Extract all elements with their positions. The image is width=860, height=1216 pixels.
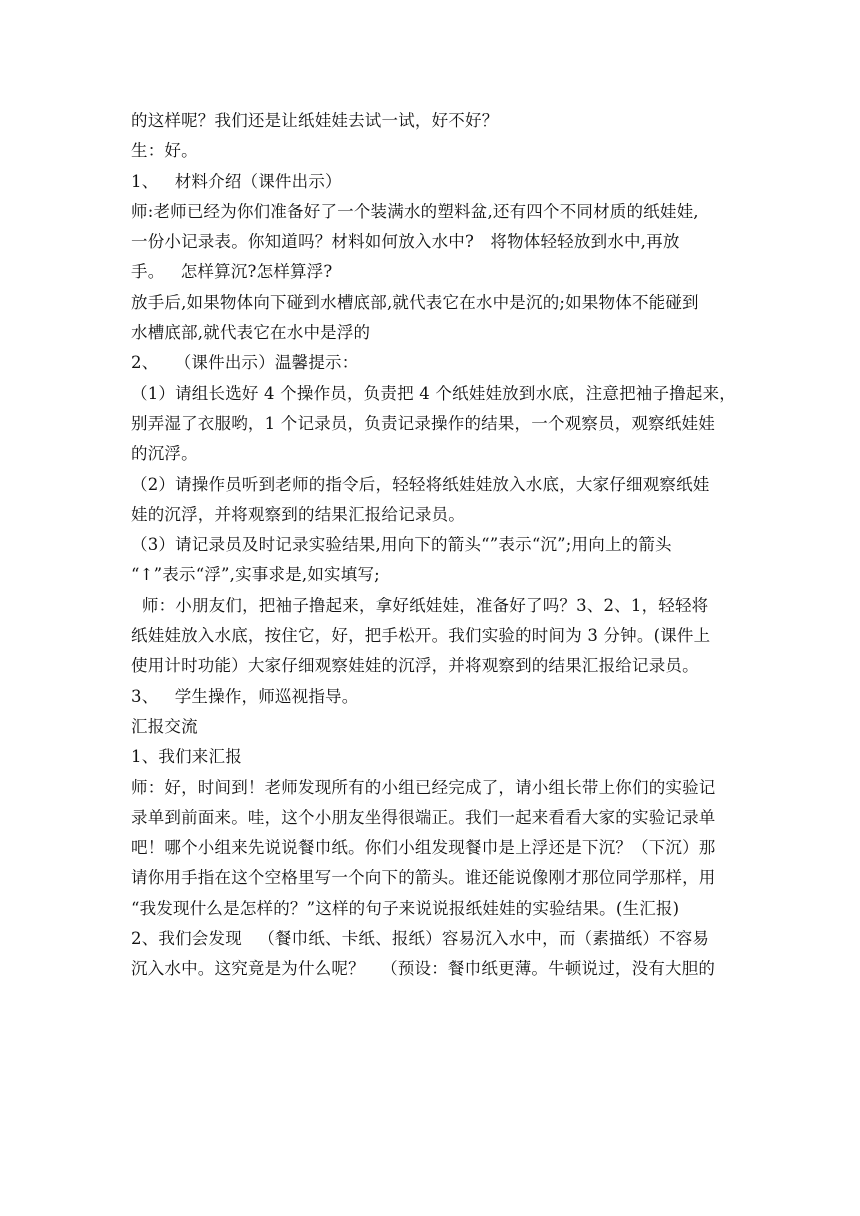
text-line: 水槽底部,就代表它在水中是浮的 (131, 323, 371, 343)
text-line: （3）请记录员及时记录实验结果,用向下的箭头“”表示“沉”;用向上的箭头 (131, 535, 672, 555)
text-line: 师：小朋友们，把袖子撸起来，拿好纸娃娃，准备好了吗？3、2、1，轻轻将 (131, 595, 709, 615)
text-line: 纸娃娃放入水底，按住它，好，把手松开。我们实验的时间为 3 分钟。(课件上 (131, 626, 711, 646)
section-heading-operation: 3、 学生操作，师巡视指导。 (131, 686, 359, 706)
text-line: 手。 怎样算沉?怎样算浮? (131, 262, 333, 282)
text-line: 师：好，时间到！老师发现所有的小组已经完成了，请小组长带上你们的实验记 (131, 777, 716, 797)
text-line: “↑”表示“浮”,实事求是,如实填写; (131, 565, 380, 585)
text-line: 的沉浮。 (131, 444, 198, 464)
text-line: 放手后,如果物体向下碰到水槽底部,就代表它在水中是沉的;如果物体不能碰到 (131, 292, 699, 312)
section-heading-report: 汇报交流 (131, 716, 198, 736)
text-line: 别弄湿了衣服哟，1 个记录员，负责记录操作的结果，一个观察员，观察纸娃娃 (131, 413, 715, 433)
text-line: 的这样呢？我们还是让纸娃娃去试一试，好不好？ (131, 111, 499, 130)
text-line: （1）请组长选好 4 个操作员，负责把 4 个纸娃娃放到水底，注意把袖子撸起来， (131, 383, 736, 403)
text-line: 吧！哪个小组来先说说餐巾纸。你们小组发现餐巾是上浮还是下沉？（下沉）那 (131, 838, 716, 858)
text-line: 师:老师已经为你们准备好了一个装满水的塑料盆,还有四个不同材质的纸娃娃, (131, 201, 699, 221)
text-line: 录单到前面来。哇，这个小朋友坐得很端正。我们一起来看看大家的实验记录单 (131, 807, 716, 827)
text-line: （2）请操作员听到老师的指令后，轻轻将纸娃娃放入水底，大家仔细观察纸娃 (131, 474, 710, 494)
text-line: “我发现什么是怎样的？”这样的句子来说说报纸娃娃的实验结果。(生汇报) (131, 898, 680, 918)
document-body (131, 106, 736, 985)
text-line: 沉入水中。这究竟是为什么呢？ （预设：餐巾纸更薄。牛顿说过，没有大胆的 (131, 959, 716, 979)
text-line: 2、我们会发现 （餐巾纸、卡纸、报纸）容易沉入水中，而（素描纸）不容易 (131, 929, 710, 949)
text-line: 一份小记录表。你知道吗？材料如何放入水中? 将物体轻轻放到水中,再放 (131, 232, 680, 252)
text-line: 1、我们来汇报 (131, 747, 242, 767)
text-line: 请你用手指在这个空格里写一个向下的箭头。谁还能说像刚才那位同学那样，用 (131, 868, 716, 888)
text-line: 使用计时功能）大家仔细观察娃娃的沉浮，并将观察到的结果汇报给记录员。 (131, 656, 699, 676)
section-heading-tips: 2、 （课件出示）温馨提示： (131, 353, 359, 373)
text-line: 娃的沉浮，并将观察到的结果汇报给记录员。 (131, 504, 465, 524)
text-line: 生：好。 (131, 141, 198, 161)
section-heading-materials: 1、 材料介绍（课件出示） (131, 171, 342, 191)
